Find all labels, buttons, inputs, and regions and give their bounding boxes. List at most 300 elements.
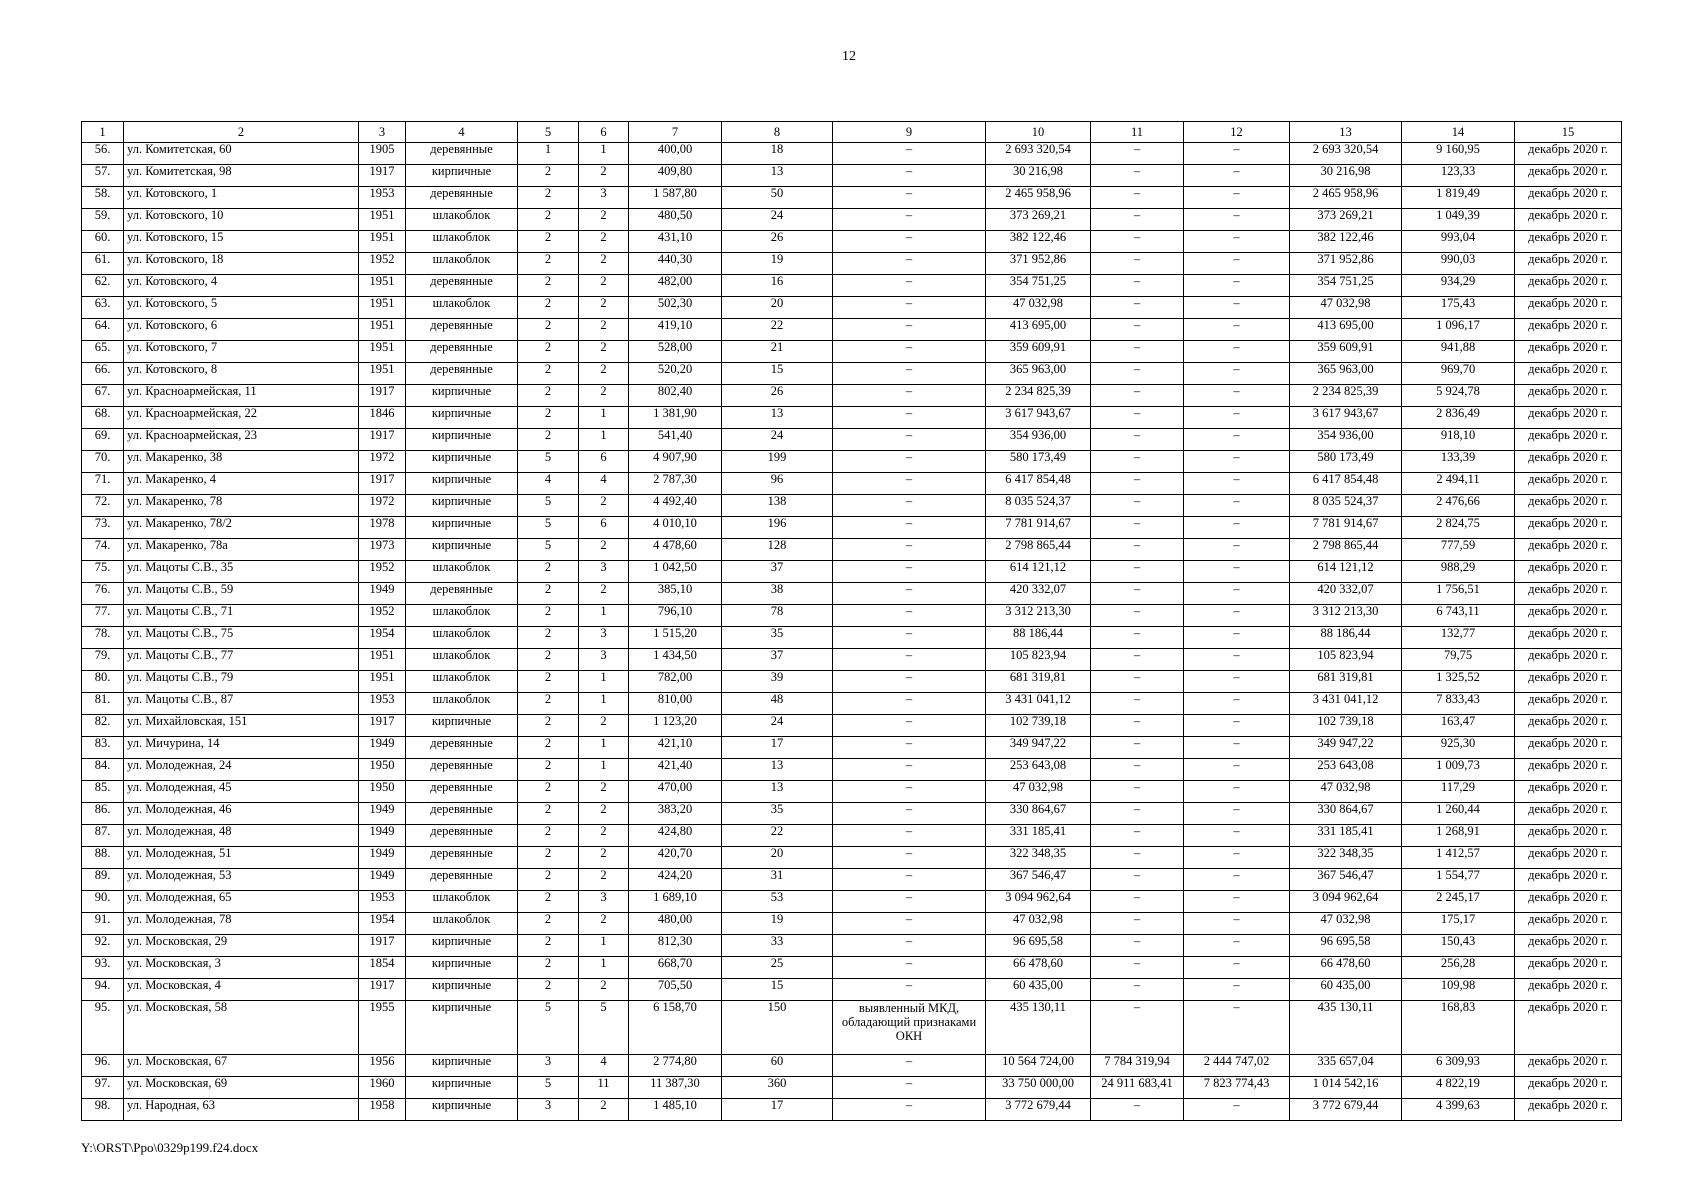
table-cell-col-7: 1 123,20 xyxy=(629,715,722,737)
table-cell-col-3: 1846 xyxy=(359,407,406,429)
table-row xyxy=(82,605,1622,627)
table-cell-col-4: кирпичные xyxy=(406,1077,518,1099)
table-cell-col-8: 20 xyxy=(722,847,833,869)
table-cell-col-5: 2 xyxy=(518,407,579,429)
table-cell-col-7: 782,00 xyxy=(629,671,722,693)
table-cell-col-9: – xyxy=(833,143,986,165)
table-cell-col-5: 5 xyxy=(518,1077,579,1099)
table-cell-col-11: – xyxy=(1091,275,1184,297)
table-cell-col-5: 2 xyxy=(518,693,579,715)
table-cell-col-2: ул. Мичурина, 14 xyxy=(124,737,359,759)
table-cell-col-3: 1954 xyxy=(359,627,406,649)
table-body xyxy=(82,143,1622,1121)
table-cell-col-12: – xyxy=(1184,957,1290,979)
table-cell-col-4: кирпичные xyxy=(406,1055,518,1077)
table-cell-col-13: 359 609,91 xyxy=(1290,341,1402,363)
table-cell-col-3: 1949 xyxy=(359,869,406,891)
table-cell-col-5: 2 xyxy=(518,561,579,583)
table-cell-col-6: 4 xyxy=(579,473,629,495)
table-cell-col-6: 2 xyxy=(579,319,629,341)
table-cell-col-1: 61. xyxy=(82,253,124,275)
table-cell-col-15: декабрь 2020 г. xyxy=(1515,517,1622,539)
table-cell-col-7: 470,00 xyxy=(629,781,722,803)
table-cell-col-10: 102 739,18 xyxy=(986,715,1091,737)
table-cell-col-15: декабрь 2020 г. xyxy=(1515,737,1622,759)
column-header-8: 8 xyxy=(722,122,833,143)
table-cell-col-13: 96 695,58 xyxy=(1290,935,1402,957)
table-cell-col-1: 66. xyxy=(82,363,124,385)
table-row xyxy=(82,1077,1622,1099)
table-cell-col-5: 2 xyxy=(518,627,579,649)
table-cell-col-14: 2 494,11 xyxy=(1402,473,1515,495)
table-cell-col-15: декабрь 2020 г. xyxy=(1515,957,1622,979)
table-cell-col-5: 5 xyxy=(518,539,579,561)
table-cell-col-3: 1973 xyxy=(359,539,406,561)
table-cell-col-6: 2 xyxy=(579,231,629,253)
table-cell-col-10: 382 122,46 xyxy=(986,231,1091,253)
table-cell-col-7: 409,80 xyxy=(629,165,722,187)
table-cell-col-13: 580 173,49 xyxy=(1290,451,1402,473)
table-row xyxy=(82,891,1622,913)
table-cell-col-5: 2 xyxy=(518,671,579,693)
table-cell-col-3: 1917 xyxy=(359,935,406,957)
table-row xyxy=(82,781,1622,803)
table-cell-col-12: 2 444 747,02 xyxy=(1184,1055,1290,1077)
table-cell-col-14: 4 822,19 xyxy=(1402,1077,1515,1099)
table-cell-col-1: 81. xyxy=(82,693,124,715)
table-cell-col-11: 24 911 683,41 xyxy=(1091,1077,1184,1099)
table-cell-col-6: 1 xyxy=(579,759,629,781)
table-cell-col-1: 70. xyxy=(82,451,124,473)
table-cell-col-5: 2 xyxy=(518,297,579,319)
table-cell-col-6: 2 xyxy=(579,341,629,363)
table-cell-col-14: 1 412,57 xyxy=(1402,847,1515,869)
table-cell-col-11: – xyxy=(1091,847,1184,869)
table-row xyxy=(82,517,1622,539)
table-cell-col-3: 1953 xyxy=(359,187,406,209)
table-cell-col-15: декабрь 2020 г. xyxy=(1515,803,1622,825)
table-cell-col-14: 1 260,44 xyxy=(1402,803,1515,825)
table-cell-col-4: шлакоблок xyxy=(406,209,518,231)
table-cell-col-5: 2 xyxy=(518,957,579,979)
table-cell-col-4: кирпичные xyxy=(406,473,518,495)
table-cell-col-1: 78. xyxy=(82,627,124,649)
table-cell-col-3: 1951 xyxy=(359,209,406,231)
table-cell-col-7: 810,00 xyxy=(629,693,722,715)
table-cell-col-14: 2 245,17 xyxy=(1402,891,1515,913)
table-cell-col-7: 424,80 xyxy=(629,825,722,847)
table-cell-col-12: – xyxy=(1184,341,1290,363)
table-cell-col-6: 1 xyxy=(579,693,629,715)
table-cell-col-11: – xyxy=(1091,319,1184,341)
table-cell-col-9: – xyxy=(833,935,986,957)
table-cell-col-9: – xyxy=(833,649,986,671)
table-cell-col-10: 6 417 854,48 xyxy=(986,473,1091,495)
table-cell-col-11: – xyxy=(1091,693,1184,715)
table-cell-col-11: – xyxy=(1091,737,1184,759)
table-cell-col-2: ул. Молодежная, 45 xyxy=(124,781,359,803)
footer-file-path: Y:\ORST\Ppo\0329p199.f24.docx xyxy=(81,1140,259,1155)
table-cell-col-15: декабрь 2020 г. xyxy=(1515,1001,1622,1055)
table-cell-col-11: – xyxy=(1091,913,1184,935)
table-cell-col-6: 6 xyxy=(579,517,629,539)
table-cell-col-12: – xyxy=(1184,407,1290,429)
table-cell-col-13: 105 823,94 xyxy=(1290,649,1402,671)
table-cell-col-5: 5 xyxy=(518,517,579,539)
table-cell-col-1: 62. xyxy=(82,275,124,297)
table-cell-col-3: 1951 xyxy=(359,275,406,297)
table-cell-col-3: 1951 xyxy=(359,341,406,363)
table-cell-col-9: – xyxy=(833,275,986,297)
table-cell-col-4: кирпичные xyxy=(406,1001,518,1055)
table-cell-col-8: 17 xyxy=(722,1099,833,1121)
table-cell-col-10: 330 864,67 xyxy=(986,803,1091,825)
table-cell-col-5: 2 xyxy=(518,935,579,957)
table-cell-col-11: – xyxy=(1091,209,1184,231)
table-cell-col-15: декабрь 2020 г. xyxy=(1515,495,1622,517)
table-cell-col-8: 48 xyxy=(722,693,833,715)
table-cell-col-3: 1917 xyxy=(359,385,406,407)
table-cell-col-2: ул. Красноармейская, 11 xyxy=(124,385,359,407)
table-cell-col-15: декабрь 2020 г. xyxy=(1515,869,1622,891)
table-cell-col-1: 76. xyxy=(82,583,124,605)
column-header-11: 11 xyxy=(1091,122,1184,143)
table-cell-col-3: 1958 xyxy=(359,1099,406,1121)
table-cell-col-11: – xyxy=(1091,583,1184,605)
table-cell-col-11: – xyxy=(1091,627,1184,649)
table-cell-col-15: декабрь 2020 г. xyxy=(1515,979,1622,1001)
table-cell-col-4: кирпичные xyxy=(406,935,518,957)
table-cell-col-12: – xyxy=(1184,781,1290,803)
table-cell-col-7: 4 010,10 xyxy=(629,517,722,539)
table-cell-col-8: 199 xyxy=(722,451,833,473)
table-cell-col-7: 480,50 xyxy=(629,209,722,231)
table-cell-col-9: – xyxy=(833,671,986,693)
table-cell-col-15: декабрь 2020 г. xyxy=(1515,385,1622,407)
table-cell-col-7: 705,50 xyxy=(629,979,722,1001)
table-cell-col-7: 2 774,80 xyxy=(629,1055,722,1077)
table-cell-col-3: 1952 xyxy=(359,561,406,583)
table-cell-col-13: 367 546,47 xyxy=(1290,869,1402,891)
table-cell-col-14: 256,28 xyxy=(1402,957,1515,979)
table-cell-col-4: шлакоблок xyxy=(406,231,518,253)
table-cell-col-6: 2 xyxy=(579,825,629,847)
table-cell-col-8: 13 xyxy=(722,781,833,803)
table-cell-col-5: 2 xyxy=(518,341,579,363)
table-cell-col-13: 47 032,98 xyxy=(1290,781,1402,803)
table-cell-col-5: 3 xyxy=(518,1055,579,1077)
table-cell-col-9: – xyxy=(833,341,986,363)
table-row xyxy=(82,1001,1622,1055)
table-cell-col-9: – xyxy=(833,297,986,319)
table-cell-col-4: кирпичные xyxy=(406,957,518,979)
column-header-4: 4 xyxy=(406,122,518,143)
table-cell-col-6: 2 xyxy=(579,715,629,737)
table-cell-col-2: ул. Молодежная, 53 xyxy=(124,869,359,891)
table-cell-col-12: – xyxy=(1184,165,1290,187)
table-cell-col-12: – xyxy=(1184,913,1290,935)
table-cell-col-6: 1 xyxy=(579,957,629,979)
table-cell-col-8: 24 xyxy=(722,429,833,451)
table-cell-col-15: декабрь 2020 г. xyxy=(1515,451,1622,473)
table-cell-col-11: – xyxy=(1091,649,1184,671)
table-cell-col-8: 96 xyxy=(722,473,833,495)
table-cell-col-1: 75. xyxy=(82,561,124,583)
table-cell-col-1: 74. xyxy=(82,539,124,561)
column-header-12: 12 xyxy=(1184,122,1290,143)
table-row xyxy=(82,803,1622,825)
table-cell-col-14: 109,98 xyxy=(1402,979,1515,1001)
table-cell-col-12: – xyxy=(1184,275,1290,297)
table-cell-col-12: – xyxy=(1184,737,1290,759)
table-cell-col-7: 1 485,10 xyxy=(629,1099,722,1121)
table-cell-col-4: деревянные xyxy=(406,803,518,825)
table-cell-col-13: 413 695,00 xyxy=(1290,319,1402,341)
table-cell-col-12: – xyxy=(1184,627,1290,649)
table-row xyxy=(82,935,1622,957)
table-cell-col-1: 95. xyxy=(82,1001,124,1055)
table-cell-col-7: 812,30 xyxy=(629,935,722,957)
table-cell-col-11: – xyxy=(1091,473,1184,495)
table-cell-col-6: 2 xyxy=(579,495,629,517)
table-cell-col-13: 335 657,04 xyxy=(1290,1055,1402,1077)
table-cell-col-4: кирпичные xyxy=(406,385,518,407)
table-cell-col-10: 413 695,00 xyxy=(986,319,1091,341)
table-cell-col-13: 102 739,18 xyxy=(1290,715,1402,737)
table-cell-col-1: 58. xyxy=(82,187,124,209)
table-cell-col-6: 2 xyxy=(579,209,629,231)
table-cell-col-2: ул. Котовского, 1 xyxy=(124,187,359,209)
table-cell-col-14: 175,17 xyxy=(1402,913,1515,935)
table-cell-col-9: – xyxy=(833,473,986,495)
table-cell-col-11: – xyxy=(1091,187,1184,209)
table-cell-col-10: 47 032,98 xyxy=(986,913,1091,935)
table-cell-col-13: 331 185,41 xyxy=(1290,825,1402,847)
table-cell-col-4: деревянные xyxy=(406,737,518,759)
table-cell-col-2: ул. Макаренко, 38 xyxy=(124,451,359,473)
table-cell-col-8: 360 xyxy=(722,1077,833,1099)
table-cell-col-2: ул. Московская, 58 xyxy=(124,1001,359,1055)
table-cell-col-8: 18 xyxy=(722,143,833,165)
table-row xyxy=(82,979,1622,1001)
table-row xyxy=(82,187,1622,209)
table-cell-col-8: 78 xyxy=(722,605,833,627)
table-cell-col-9: – xyxy=(833,605,986,627)
column-header-6: 6 xyxy=(579,122,629,143)
table-cell-col-11: – xyxy=(1091,143,1184,165)
table-cell-col-4: кирпичные xyxy=(406,517,518,539)
table-cell-col-10: 66 478,60 xyxy=(986,957,1091,979)
table-cell-col-7: 528,00 xyxy=(629,341,722,363)
table-cell-col-2: ул. Мацоты С.В., 87 xyxy=(124,693,359,715)
table-cell-col-15: декабрь 2020 г. xyxy=(1515,891,1622,913)
table-cell-col-9: – xyxy=(833,209,986,231)
table-cell-col-1: 67. xyxy=(82,385,124,407)
table-cell-col-4: деревянные xyxy=(406,143,518,165)
table-cell-col-10: 60 435,00 xyxy=(986,979,1091,1001)
table-cell-col-2: ул. Молодежная, 78 xyxy=(124,913,359,935)
table-row xyxy=(82,737,1622,759)
table-cell-col-8: 19 xyxy=(722,253,833,275)
table-cell-col-2: ул. Молодежная, 48 xyxy=(124,825,359,847)
table-cell-col-13: 60 435,00 xyxy=(1290,979,1402,1001)
table-cell-col-12: – xyxy=(1184,891,1290,913)
table-cell-col-9: – xyxy=(833,561,986,583)
table-cell-col-13: 371 952,86 xyxy=(1290,253,1402,275)
table-cell-col-3: 1952 xyxy=(359,253,406,275)
table-cell-col-1: 72. xyxy=(82,495,124,517)
table-cell-col-10: 373 269,21 xyxy=(986,209,1091,231)
table-cell-col-5: 2 xyxy=(518,187,579,209)
table-cell-col-12: – xyxy=(1184,935,1290,957)
table-cell-col-6: 1 xyxy=(579,935,629,957)
table-cell-col-6: 2 xyxy=(579,803,629,825)
table-cell-col-8: 38 xyxy=(722,583,833,605)
table-cell-col-12: – xyxy=(1184,803,1290,825)
table-cell-col-12: – xyxy=(1184,297,1290,319)
table-cell-col-8: 22 xyxy=(722,825,833,847)
table-cell-col-7: 1 689,10 xyxy=(629,891,722,913)
table-cell-col-4: кирпичные xyxy=(406,495,518,517)
table-cell-col-5: 2 xyxy=(518,275,579,297)
column-header-5: 5 xyxy=(518,122,579,143)
table-cell-col-5: 2 xyxy=(518,363,579,385)
table-cell-col-9: – xyxy=(833,495,986,517)
table-cell-col-13: 354 751,25 xyxy=(1290,275,1402,297)
table-cell-col-2: ул. Молодежная, 65 xyxy=(124,891,359,913)
table-cell-col-13: 88 186,44 xyxy=(1290,627,1402,649)
table-cell-col-6: 2 xyxy=(579,363,629,385)
table-cell-col-3: 1955 xyxy=(359,1001,406,1055)
table-cell-col-8: 35 xyxy=(722,803,833,825)
table-cell-col-7: 541,40 xyxy=(629,429,722,451)
table-cell-col-5: 2 xyxy=(518,847,579,869)
table-cell-col-14: 7 833,43 xyxy=(1402,693,1515,715)
table-cell-col-1: 88. xyxy=(82,847,124,869)
table-cell-col-10: 2 693 320,54 xyxy=(986,143,1091,165)
table-cell-col-11: – xyxy=(1091,253,1184,275)
column-header-9: 9 xyxy=(833,122,986,143)
table-cell-col-14: 5 924,78 xyxy=(1402,385,1515,407)
table-cell-col-2: ул. Котовского, 10 xyxy=(124,209,359,231)
table-cell-col-4: шлакоблок xyxy=(406,693,518,715)
table-cell-col-14: 1 268,91 xyxy=(1402,825,1515,847)
table-cell-col-5: 2 xyxy=(518,429,579,451)
table-row xyxy=(82,341,1622,363)
table-cell-col-12: – xyxy=(1184,231,1290,253)
table-cell-col-9: – xyxy=(833,253,986,275)
table-cell-col-15: декабрь 2020 г. xyxy=(1515,847,1622,869)
table-cell-col-10: 10 564 724,00 xyxy=(986,1055,1091,1077)
table-cell-col-6: 1 xyxy=(579,407,629,429)
table-cell-col-13: 2 465 958,96 xyxy=(1290,187,1402,209)
table-cell-col-7: 520,20 xyxy=(629,363,722,385)
table-cell-col-11: – xyxy=(1091,759,1184,781)
table-cell-col-11: – xyxy=(1091,869,1184,891)
table-cell-col-4: деревянные xyxy=(406,363,518,385)
table-cell-col-3: 1950 xyxy=(359,781,406,803)
table-cell-col-3: 1905 xyxy=(359,143,406,165)
table-cell-col-9: – xyxy=(833,957,986,979)
table-cell-col-9: – xyxy=(833,407,986,429)
table-cell-col-13: 3 094 962,64 xyxy=(1290,891,1402,913)
table-cell-col-14: 2 836,49 xyxy=(1402,407,1515,429)
table-cell-col-14: 1 009,73 xyxy=(1402,759,1515,781)
table-row xyxy=(82,451,1622,473)
table-cell-col-2: ул. Макаренко, 78а xyxy=(124,539,359,561)
table-cell-col-2: ул. Котовского, 18 xyxy=(124,253,359,275)
table-cell-col-13: 66 478,60 xyxy=(1290,957,1402,979)
table-cell-col-1: 91. xyxy=(82,913,124,935)
table-cell-col-13: 373 269,21 xyxy=(1290,209,1402,231)
table-cell-col-14: 777,59 xyxy=(1402,539,1515,561)
table-cell-col-3: 1917 xyxy=(359,715,406,737)
table-cell-col-13: 2 693 320,54 xyxy=(1290,143,1402,165)
table-cell-col-1: 80. xyxy=(82,671,124,693)
table-cell-col-10: 3 094 962,64 xyxy=(986,891,1091,913)
table-cell-col-8: 16 xyxy=(722,275,833,297)
table-cell-col-8: 128 xyxy=(722,539,833,561)
table-cell-col-11: – xyxy=(1091,605,1184,627)
table-cell-col-6: 6 xyxy=(579,451,629,473)
table-cell-col-15: декабрь 2020 г. xyxy=(1515,605,1622,627)
table-cell-col-13: 382 122,46 xyxy=(1290,231,1402,253)
table-row xyxy=(82,319,1622,341)
table-cell-col-8: 15 xyxy=(722,363,833,385)
table-cell-col-13: 3 312 213,30 xyxy=(1290,605,1402,627)
table-cell-col-10: 3 617 943,67 xyxy=(986,407,1091,429)
table-cell-col-3: 1972 xyxy=(359,451,406,473)
table-cell-col-2: ул. Московская, 67 xyxy=(124,1055,359,1077)
table-cell-col-14: 168,83 xyxy=(1402,1001,1515,1055)
table-cell-col-10: 47 032,98 xyxy=(986,781,1091,803)
table-cell-col-3: 1949 xyxy=(359,825,406,847)
table-row xyxy=(82,231,1622,253)
table-cell-col-14: 123,33 xyxy=(1402,165,1515,187)
table-cell-col-8: 22 xyxy=(722,319,833,341)
table-cell-col-6: 2 xyxy=(579,1099,629,1121)
table-cell-col-15: декабрь 2020 г. xyxy=(1515,693,1622,715)
column-header-7: 7 xyxy=(629,122,722,143)
table-cell-col-6: 1 xyxy=(579,143,629,165)
table-cell-col-7: 431,10 xyxy=(629,231,722,253)
table-cell-col-9: – xyxy=(833,429,986,451)
table-cell-col-15: декабрь 2020 г. xyxy=(1515,363,1622,385)
table-cell-col-5: 2 xyxy=(518,605,579,627)
table-cell-col-11: – xyxy=(1091,517,1184,539)
table-cell-col-12: – xyxy=(1184,671,1290,693)
table-row xyxy=(82,165,1622,187)
table-cell-col-15: декабрь 2020 г. xyxy=(1515,187,1622,209)
table-cell-col-7: 440,30 xyxy=(629,253,722,275)
table-cell-col-2: ул. Мацоты С.В., 79 xyxy=(124,671,359,693)
table-cell-col-13: 349 947,22 xyxy=(1290,737,1402,759)
table-row xyxy=(82,385,1622,407)
table-cell-col-2: ул. Молодежная, 51 xyxy=(124,847,359,869)
table-cell-col-5: 2 xyxy=(518,385,579,407)
table-cell-col-5: 5 xyxy=(518,1001,579,1055)
table-cell-col-1: 96. xyxy=(82,1055,124,1077)
table-cell-col-10: 365 963,00 xyxy=(986,363,1091,385)
table-cell-col-12: – xyxy=(1184,825,1290,847)
table-cell-col-2: ул. Московская, 69 xyxy=(124,1077,359,1099)
table-cell-col-9: – xyxy=(833,187,986,209)
table-cell-col-15: декабрь 2020 г. xyxy=(1515,231,1622,253)
table-cell-col-2: ул. Московская, 29 xyxy=(124,935,359,957)
table-cell-col-6: 1 xyxy=(579,605,629,627)
table-cell-col-1: 57. xyxy=(82,165,124,187)
table-row xyxy=(82,869,1622,891)
